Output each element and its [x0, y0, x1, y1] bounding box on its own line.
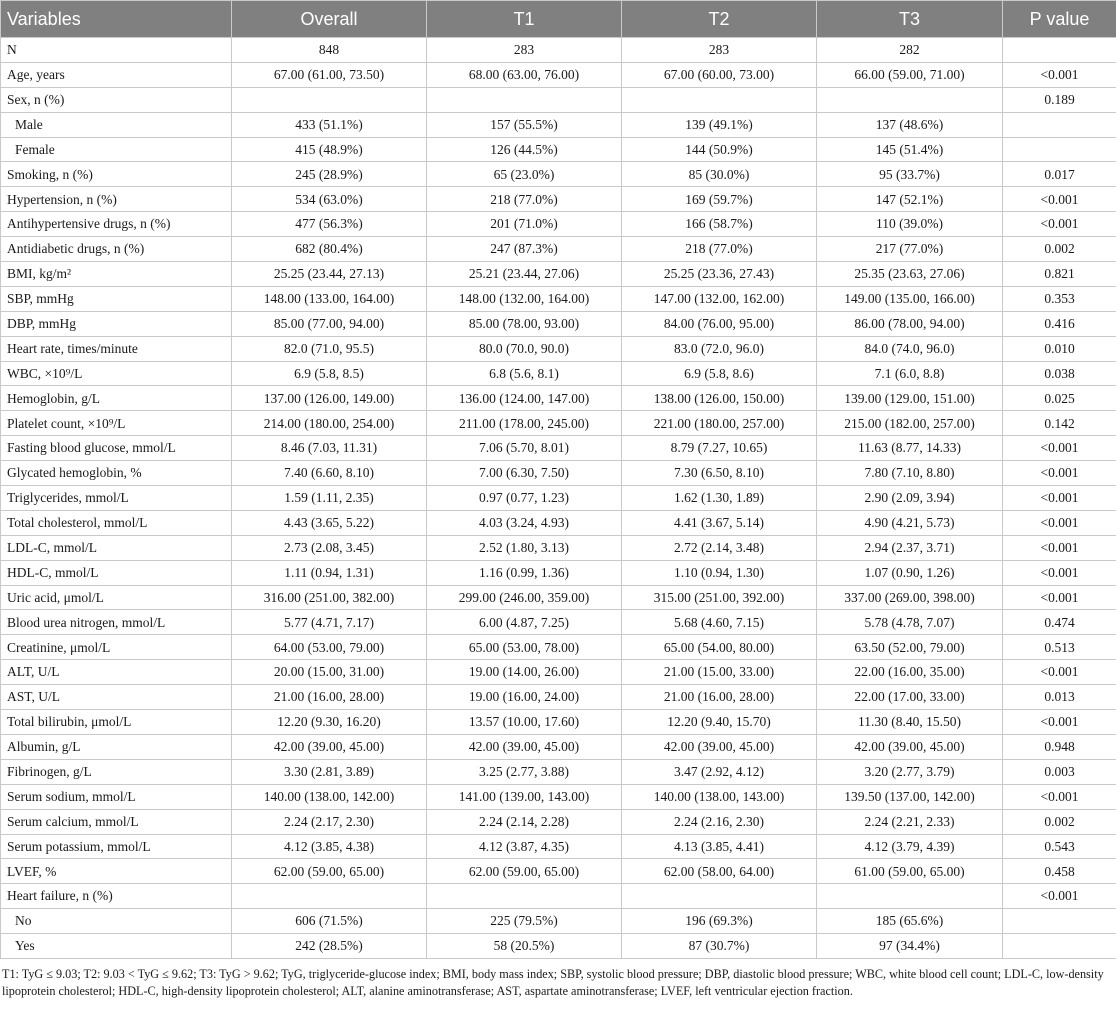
value-cell: 225 (79.5%)	[427, 909, 622, 934]
value-cell: 64.00 (53.00, 79.00)	[232, 635, 427, 660]
value-cell: 97 (34.4%)	[817, 934, 1003, 959]
value-cell: 0.010	[1003, 336, 1116, 361]
value-cell: 148.00 (133.00, 164.00)	[232, 286, 427, 311]
variable-cell: No	[1, 909, 232, 934]
value-cell: 218 (77.0%)	[427, 187, 622, 212]
variable-cell: Glycated hemoglobin, %	[1, 461, 232, 486]
value-cell: 4.12 (3.85, 4.38)	[232, 834, 427, 859]
value-cell: 196 (69.3%)	[622, 909, 817, 934]
value-cell: 95 (33.7%)	[817, 162, 1003, 187]
value-cell: 67.00 (60.00, 73.00)	[622, 62, 817, 87]
value-cell: 2.24 (2.21, 2.33)	[817, 809, 1003, 834]
value-cell: 8.46 (7.03, 11.31)	[232, 436, 427, 461]
variable-cell: Total cholesterol, mmol/L	[1, 510, 232, 535]
value-cell: 110 (39.0%)	[817, 212, 1003, 237]
value-cell	[1003, 934, 1116, 959]
value-cell: <0.001	[1003, 784, 1116, 809]
value-cell: 1.59 (1.11, 2.35)	[232, 486, 427, 511]
value-cell: 84.00 (76.00, 95.00)	[622, 311, 817, 336]
value-cell: 157 (55.5%)	[427, 112, 622, 137]
value-cell	[232, 884, 427, 909]
value-cell: 4.13 (3.85, 4.41)	[622, 834, 817, 859]
value-cell: 1.16 (0.99, 1.36)	[427, 560, 622, 585]
value-cell: 139 (49.1%)	[622, 112, 817, 137]
value-cell: 147.00 (132.00, 162.00)	[622, 286, 817, 311]
variable-cell: Total bilirubin, μmol/L	[1, 710, 232, 735]
value-cell: 0.189	[1003, 87, 1116, 112]
value-cell: 137 (48.6%)	[817, 112, 1003, 137]
value-cell: 7.06 (5.70, 8.01)	[427, 436, 622, 461]
table-row	[1, 187, 1116, 212]
variable-cell: Female	[1, 137, 232, 162]
value-cell: 316.00 (251.00, 382.00)	[232, 585, 427, 610]
value-cell: 1.10 (0.94, 1.30)	[622, 560, 817, 585]
value-cell: <0.001	[1003, 486, 1116, 511]
value-cell: 85.00 (78.00, 93.00)	[427, 311, 622, 336]
value-cell: 82.0 (71.0, 95.5)	[232, 336, 427, 361]
value-cell: 201 (71.0%)	[427, 212, 622, 237]
value-cell: 42.00 (39.00, 45.00)	[232, 734, 427, 759]
value-cell: 11.63 (8.77, 14.33)	[817, 436, 1003, 461]
value-cell: 12.20 (9.30, 16.20)	[232, 710, 427, 735]
value-cell: 433 (51.1%)	[232, 112, 427, 137]
value-cell: 0.458	[1003, 859, 1116, 884]
table-row	[1, 237, 1116, 262]
value-cell: 214.00 (180.00, 254.00)	[232, 411, 427, 436]
value-cell: 63.50 (52.00, 79.00)	[817, 635, 1003, 660]
value-cell: 67.00 (61.00, 73.50)	[232, 62, 427, 87]
value-cell: 7.00 (6.30, 7.50)	[427, 461, 622, 486]
table-row	[1, 710, 1116, 735]
header-t2: T2	[622, 1, 817, 38]
value-cell: 83.0 (72.0, 96.0)	[622, 336, 817, 361]
value-cell: 1.11 (0.94, 1.31)	[232, 560, 427, 585]
variable-cell: Fasting blood glucose, mmol/L	[1, 436, 232, 461]
value-cell: 0.416	[1003, 311, 1116, 336]
variable-cell: Serum sodium, mmol/L	[1, 784, 232, 809]
table-row	[1, 884, 1116, 909]
value-cell: 66.00 (59.00, 71.00)	[817, 62, 1003, 87]
table-row	[1, 834, 1116, 859]
value-cell: 4.12 (3.87, 4.35)	[427, 834, 622, 859]
value-cell: 2.72 (2.14, 3.48)	[622, 535, 817, 560]
table-row	[1, 137, 1116, 162]
variable-cell: Yes	[1, 934, 232, 959]
variable-cell: HDL-C, mmol/L	[1, 560, 232, 585]
value-cell: 7.80 (7.10, 8.80)	[817, 461, 1003, 486]
value-cell: 185 (65.6%)	[817, 909, 1003, 934]
variable-cell: Uric acid, μmol/L	[1, 585, 232, 610]
value-cell: 2.94 (2.37, 3.71)	[817, 535, 1003, 560]
variable-cell: Serum calcium, mmol/L	[1, 809, 232, 834]
variable-cell: Male	[1, 112, 232, 137]
value-cell: <0.001	[1003, 510, 1116, 535]
value-cell: 169 (59.7%)	[622, 187, 817, 212]
value-cell: 6.00 (4.87, 7.25)	[427, 610, 622, 635]
value-cell: 682 (80.4%)	[232, 237, 427, 262]
value-cell: 65.00 (53.00, 78.00)	[427, 635, 622, 660]
table-row	[1, 286, 1116, 311]
value-cell: 144 (50.9%)	[622, 137, 817, 162]
value-cell: 7.30 (6.50, 8.10)	[622, 461, 817, 486]
value-cell: 477 (56.3%)	[232, 212, 427, 237]
variable-cell: Antihypertensive drugs, n (%)	[1, 212, 232, 237]
table-row	[1, 361, 1116, 386]
value-cell	[622, 884, 817, 909]
value-cell: 87 (30.7%)	[622, 934, 817, 959]
table-row	[1, 311, 1116, 336]
value-cell: 4.43 (3.65, 5.22)	[232, 510, 427, 535]
table-row	[1, 436, 1116, 461]
variable-cell: LVEF, %	[1, 859, 232, 884]
value-cell: 85.00 (77.00, 94.00)	[232, 311, 427, 336]
header-variables: Variables	[1, 1, 232, 38]
table-row	[1, 411, 1116, 436]
table-row	[1, 87, 1116, 112]
value-cell: 299.00 (246.00, 359.00)	[427, 585, 622, 610]
variable-cell: Age, years	[1, 62, 232, 87]
value-cell: 138.00 (126.00, 150.00)	[622, 386, 817, 411]
value-cell: 58 (20.5%)	[427, 934, 622, 959]
value-cell: 1.62 (1.30, 1.89)	[622, 486, 817, 511]
table-row	[1, 212, 1116, 237]
value-cell: 137.00 (126.00, 149.00)	[232, 386, 427, 411]
value-cell: 141.00 (139.00, 143.00)	[427, 784, 622, 809]
table-row	[1, 610, 1116, 635]
value-cell: 6.8 (5.6, 8.1)	[427, 361, 622, 386]
value-cell: 85 (30.0%)	[622, 162, 817, 187]
variable-cell: N	[1, 38, 232, 63]
value-cell: 80.0 (70.0, 90.0)	[427, 336, 622, 361]
value-cell: 3.30 (2.81, 3.89)	[232, 759, 427, 784]
value-cell: 139.50 (137.00, 142.00)	[817, 784, 1003, 809]
value-cell: 65.00 (54.00, 80.00)	[622, 635, 817, 660]
table-row	[1, 660, 1116, 685]
variable-cell: Smoking, n (%)	[1, 162, 232, 187]
variable-cell: Platelet count, ×10⁹/L	[1, 411, 232, 436]
value-cell: <0.001	[1003, 710, 1116, 735]
variable-cell: Fibrinogen, g/L	[1, 759, 232, 784]
table-row	[1, 784, 1116, 809]
variable-cell: ALT, U/L	[1, 660, 232, 685]
value-cell: 211.00 (178.00, 245.00)	[427, 411, 622, 436]
table-row	[1, 934, 1116, 959]
value-cell: 21.00 (16.00, 28.00)	[232, 685, 427, 710]
variable-cell: Albumin, g/L	[1, 734, 232, 759]
value-cell: <0.001	[1003, 884, 1116, 909]
table-row	[1, 560, 1116, 585]
value-cell: 3.20 (2.77, 3.79)	[817, 759, 1003, 784]
table-row	[1, 734, 1116, 759]
value-cell: 0.038	[1003, 361, 1116, 386]
table-row	[1, 386, 1116, 411]
value-cell: 86.00 (78.00, 94.00)	[817, 311, 1003, 336]
table-row	[1, 486, 1116, 511]
header-t3: T3	[817, 1, 1003, 38]
value-cell: 2.90 (2.09, 3.94)	[817, 486, 1003, 511]
value-cell: 215.00 (182.00, 257.00)	[817, 411, 1003, 436]
value-cell: 25.35 (23.63, 27.06)	[817, 262, 1003, 287]
value-cell: <0.001	[1003, 212, 1116, 237]
value-cell: 5.77 (4.71, 7.17)	[232, 610, 427, 635]
value-cell: 145 (51.4%)	[817, 137, 1003, 162]
value-cell: 0.543	[1003, 834, 1116, 859]
value-cell: 283	[622, 38, 817, 63]
value-cell: 22.00 (17.00, 33.00)	[817, 685, 1003, 710]
value-cell: <0.001	[1003, 461, 1116, 486]
value-cell: 20.00 (15.00, 31.00)	[232, 660, 427, 685]
value-cell: 65 (23.0%)	[427, 162, 622, 187]
value-cell: 0.017	[1003, 162, 1116, 187]
table-footnote: T1: TyG ≤ 9.03; T2: 9.03 < TyG ≤ 9.62; T3: TyG > 9.62; TyG, triglyceride-glucose index; BMI, body mass index; SBP, systolic blood pressure; DBP, diastolic blood pressure; WBC, white blood cell count; LDL-C, low-density lipoprotein cholesterol; HDL-C, high-density lipoprotein cholesterol; ALT, alanine aminotransferase; AST, aspartate aminotransferase; LVEF, left ventricular ejection fraction.	[2, 966, 1104, 998]
value-cell	[622, 87, 817, 112]
value-cell: 42.00 (39.00, 45.00)	[622, 734, 817, 759]
value-cell: 0.025	[1003, 386, 1116, 411]
table-header-row	[1, 1, 1116, 38]
value-cell: 42.00 (39.00, 45.00)	[427, 734, 622, 759]
value-cell: 4.12 (3.79, 4.39)	[817, 834, 1003, 859]
value-cell: 140.00 (138.00, 143.00)	[622, 784, 817, 809]
value-cell: <0.001	[1003, 535, 1116, 560]
variable-cell: SBP, mmHg	[1, 286, 232, 311]
table-row	[1, 162, 1116, 187]
value-cell: 84.0 (74.0, 96.0)	[817, 336, 1003, 361]
value-cell: 19.00 (16.00, 24.00)	[427, 685, 622, 710]
value-cell: 25.25 (23.36, 27.43)	[622, 262, 817, 287]
value-cell: 5.78 (4.78, 7.07)	[817, 610, 1003, 635]
value-cell: 136.00 (124.00, 147.00)	[427, 386, 622, 411]
value-cell	[232, 87, 427, 112]
value-cell: 2.24 (2.17, 2.30)	[232, 809, 427, 834]
value-cell	[1003, 38, 1116, 63]
value-cell: 2.24 (2.16, 2.30)	[622, 809, 817, 834]
table-row	[1, 461, 1116, 486]
value-cell: 282	[817, 38, 1003, 63]
variable-cell: BMI, kg/m²	[1, 262, 232, 287]
value-cell	[1003, 137, 1116, 162]
value-cell	[817, 87, 1003, 112]
value-cell: 337.00 (269.00, 398.00)	[817, 585, 1003, 610]
value-cell: 13.57 (10.00, 17.60)	[427, 710, 622, 735]
value-cell: 149.00 (135.00, 166.00)	[817, 286, 1003, 311]
value-cell: <0.001	[1003, 560, 1116, 585]
variable-cell: Creatinine, μmol/L	[1, 635, 232, 660]
value-cell	[1003, 112, 1116, 137]
table-row	[1, 685, 1116, 710]
variable-cell: Heart rate, times/minute	[1, 336, 232, 361]
value-cell: 126 (44.5%)	[427, 137, 622, 162]
value-cell: 2.24 (2.14, 2.28)	[427, 809, 622, 834]
value-cell: 315.00 (251.00, 392.00)	[622, 585, 817, 610]
value-cell: 3.25 (2.77, 3.88)	[427, 759, 622, 784]
value-cell: 139.00 (129.00, 151.00)	[817, 386, 1003, 411]
value-cell: 148.00 (132.00, 164.00)	[427, 286, 622, 311]
variable-cell: Heart failure, n (%)	[1, 884, 232, 909]
value-cell: 21.00 (15.00, 33.00)	[622, 660, 817, 685]
value-cell: <0.001	[1003, 436, 1116, 461]
value-cell: 11.30 (8.40, 15.50)	[817, 710, 1003, 735]
value-cell: 4.41 (3.67, 5.14)	[622, 510, 817, 535]
value-cell: 62.00 (59.00, 65.00)	[427, 859, 622, 884]
table-body	[1, 38, 1116, 959]
value-cell: 62.00 (59.00, 65.00)	[232, 859, 427, 884]
value-cell: 4.03 (3.24, 4.93)	[427, 510, 622, 535]
value-cell: 218 (77.0%)	[622, 237, 817, 262]
table-row	[1, 510, 1116, 535]
value-cell: <0.001	[1003, 585, 1116, 610]
value-cell: 534 (63.0%)	[232, 187, 427, 212]
value-cell: 6.9 (5.8, 8.5)	[232, 361, 427, 386]
value-cell: 68.00 (63.00, 76.00)	[427, 62, 622, 87]
variable-cell: Blood urea nitrogen, mmol/L	[1, 610, 232, 635]
value-cell	[427, 87, 622, 112]
value-cell: 415 (48.9%)	[232, 137, 427, 162]
table-row	[1, 38, 1116, 63]
table-row	[1, 859, 1116, 884]
value-cell: 62.00 (58.00, 64.00)	[622, 859, 817, 884]
value-cell: 217 (77.0%)	[817, 237, 1003, 262]
value-cell: 1.07 (0.90, 1.26)	[817, 560, 1003, 585]
value-cell: 6.9 (5.8, 8.6)	[622, 361, 817, 386]
value-cell: 2.73 (2.08, 3.45)	[232, 535, 427, 560]
value-cell: 2.52 (1.80, 3.13)	[427, 535, 622, 560]
value-cell: 0.513	[1003, 635, 1116, 660]
table-row	[1, 909, 1116, 934]
value-cell: 0.013	[1003, 685, 1116, 710]
value-cell: 25.25 (23.44, 27.13)	[232, 262, 427, 287]
value-cell: 245 (28.9%)	[232, 162, 427, 187]
variable-cell: Serum potassium, mmol/L	[1, 834, 232, 859]
header-t1: T1	[427, 1, 622, 38]
value-cell: <0.001	[1003, 187, 1116, 212]
variable-cell: Antidiabetic drugs, n (%)	[1, 237, 232, 262]
value-cell: 7.1 (6.0, 8.8)	[817, 361, 1003, 386]
table-row	[1, 535, 1116, 560]
table-row	[1, 62, 1116, 87]
value-cell: 0.002	[1003, 237, 1116, 262]
value-cell: 0.142	[1003, 411, 1116, 436]
variable-cell: LDL-C, mmol/L	[1, 535, 232, 560]
value-cell: 42.00 (39.00, 45.00)	[817, 734, 1003, 759]
variable-cell: Hypertension, n (%)	[1, 187, 232, 212]
value-cell: 12.20 (9.40, 15.70)	[622, 710, 817, 735]
header-p-value: P value	[1003, 1, 1116, 38]
value-cell: 147 (52.1%)	[817, 187, 1003, 212]
value-cell: 140.00 (138.00, 142.00)	[232, 784, 427, 809]
value-cell: 61.00 (59.00, 65.00)	[817, 859, 1003, 884]
table-row	[1, 112, 1116, 137]
value-cell: 166 (58.7%)	[622, 212, 817, 237]
value-cell: 606 (71.5%)	[232, 909, 427, 934]
value-cell: 221.00 (180.00, 257.00)	[622, 411, 817, 436]
value-cell: 4.90 (4.21, 5.73)	[817, 510, 1003, 535]
value-cell: 247 (87.3%)	[427, 237, 622, 262]
value-cell	[1003, 909, 1116, 934]
value-cell: 7.40 (6.60, 8.10)	[232, 461, 427, 486]
value-cell: 283	[427, 38, 622, 63]
value-cell: 22.00 (16.00, 35.00)	[817, 660, 1003, 685]
variable-cell: AST, U/L	[1, 685, 232, 710]
value-cell: 3.47 (2.92, 4.12)	[622, 759, 817, 784]
table-row	[1, 262, 1116, 287]
value-cell: 0.97 (0.77, 1.23)	[427, 486, 622, 511]
table-row	[1, 635, 1116, 660]
value-cell: <0.001	[1003, 62, 1116, 87]
value-cell: 21.00 (16.00, 28.00)	[622, 685, 817, 710]
value-cell: 0.003	[1003, 759, 1116, 784]
value-cell: 0.474	[1003, 610, 1116, 635]
value-cell: 0.002	[1003, 809, 1116, 834]
value-cell: 0.948	[1003, 734, 1116, 759]
value-cell: 0.353	[1003, 286, 1116, 311]
table-row	[1, 759, 1116, 784]
value-cell: 242 (28.5%)	[232, 934, 427, 959]
value-cell: 0.821	[1003, 262, 1116, 287]
value-cell	[427, 884, 622, 909]
value-cell: <0.001	[1003, 660, 1116, 685]
variable-cell: Hemoglobin, g/L	[1, 386, 232, 411]
value-cell: 19.00 (14.00, 26.00)	[427, 660, 622, 685]
value-cell: 8.79 (7.27, 10.65)	[622, 436, 817, 461]
variable-cell: Triglycerides, mmol/L	[1, 486, 232, 511]
variable-cell: WBC, ×10⁹/L	[1, 361, 232, 386]
table-row	[1, 336, 1116, 361]
header-overall: Overall	[232, 1, 427, 38]
value-cell: 848	[232, 38, 427, 63]
variable-cell: DBP, mmHg	[1, 311, 232, 336]
value-cell	[817, 884, 1003, 909]
variable-cell: Sex, n (%)	[1, 87, 232, 112]
value-cell: 5.68 (4.60, 7.15)	[622, 610, 817, 635]
value-cell: 25.21 (23.44, 27.06)	[427, 262, 622, 287]
table-row	[1, 585, 1116, 610]
table-row	[1, 809, 1116, 834]
